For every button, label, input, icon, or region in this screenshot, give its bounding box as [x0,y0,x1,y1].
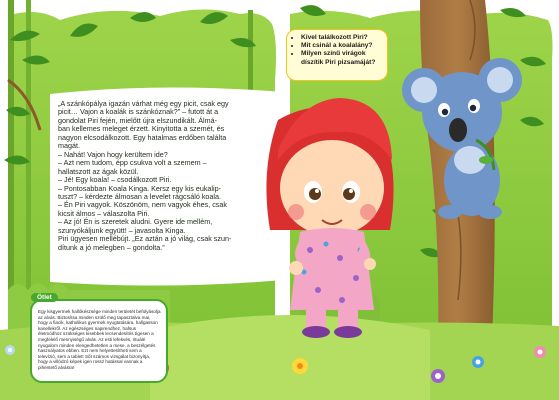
question-item: • Kivel találkozott Piri? [301,34,382,42]
story-paragraph: „A szánkópálya igazán várhat még egy picit, csak egy picit… Vajon a koalák is szánkóznak?” – futott át a gondolat Piri fején, mielőtt újra elszundikált. Álmá- ban kellemes meleget érzett. Kinyitotta a szemét, és nagyon elcsodálkozott. Egy hatalmas erdőben találta magát. – Nahát! Vajon hogy kerültem ide? – Azt nem tudom, épp csukva volt a szemem – hallatszott az ágak közül. – Jé! Egy koala! – csodálkozott Piri. – Pontosabban Koala Kinga. Kersz egy kis eukalip- tuszt? – kérdezte álmosan a levelet rágcsáló koala. – Én Piri vagyok. Köszönöm, nem vagyok éhes, csak kicsit álmos – válaszolta Piri. – Az jó! Én is szeretek aludni. Gyere ide mellém, szunyókáljunk együtt! – javasolta Kinga. Piri ügyesen mellébújt. „Ez aztán a jó világ, csak szun- dítunk a jó melegben – gondolta.” [58,99,232,252]
story-text-panel [58,100,280,252]
question-item: • Milyen színű virágok díszítik Piri pizsamáját? [301,50,382,66]
tip-label: Ötlet [31,293,58,302]
tip-text: Egy kisgyermek hallókészsége minden területét befolyásolja az alvás. Biztosítsa minden szülő meg tapasztalva mai, hogy a fiacik, katholikus gyermek nyugtatására, hallgasson kanellekről. Az egészséges napirendhez, hafsus életmódhoz szükséges kisebbek lecsendesítés tígesen a megfelelő mennyiségű alvás. Az esti lefekvés, rituálé nyugalom minden elengedhetetlen a mese, a beszélgetés használyatos ebben. Ezt nem helyettesítheti sem a televízió, sem a tablet! Sőt számos vizsgálat bizonyítja, hogy a villódzó képek igen rossz hatással vannak a pihentető alvásra! [38,309,161,370]
questions-list [293,34,382,67]
tip-box [30,299,168,383]
questions-box [286,29,388,81]
question-item: • Mit csinál a koalalány? [301,42,382,50]
